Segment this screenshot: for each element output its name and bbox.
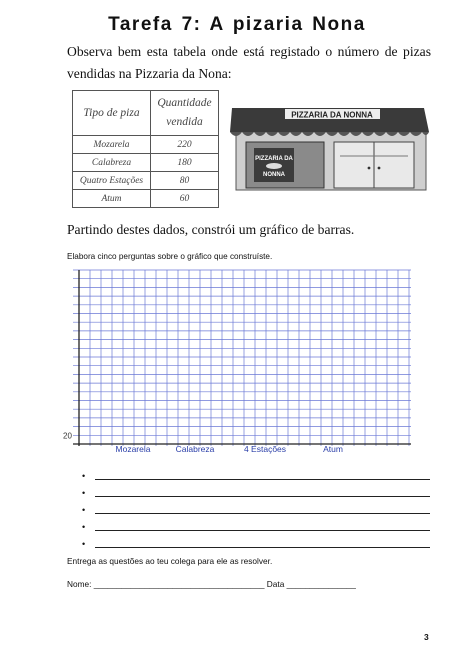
- bullet-icon: •: [82, 522, 86, 532]
- table-row: [73, 190, 219, 208]
- bullet-icon: •: [82, 539, 86, 549]
- quantity-cell: 220: [151, 136, 219, 154]
- pizza-type-cell: Atum: [73, 190, 151, 208]
- question-line[interactable]: [82, 539, 430, 551]
- x-axis-label: Atum: [323, 444, 343, 454]
- table-header-row: [73, 91, 219, 136]
- bullet-icon: •: [82, 505, 86, 515]
- x-axis-label: Mozarela: [115, 444, 151, 454]
- store-sign-text: PIZZARIA DA NONNA: [291, 110, 373, 120]
- pizza-icon: [266, 163, 282, 169]
- page-title: Tarefa 7: A pizaria Nona: [108, 14, 366, 35]
- intro-paragraph: Observa bem esta tabela onde está registado o número de pizas vendidas na Pizzaria da Nona:: [67, 44, 431, 81]
- quantity-cell: 180: [151, 154, 219, 172]
- x-axis-label: 4 Estações: [243, 444, 287, 454]
- instruction-entrega: Entrega as questões ao teu colega para ele as resolver.: [67, 556, 273, 566]
- answer-underline: [95, 479, 430, 480]
- name-date-line: Nome: _____________________________________ Data _______________: [67, 579, 356, 589]
- bar-graph-grid: [65, 266, 425, 452]
- window-text-1: PIZZARIA DA: [255, 156, 293, 162]
- page-number: 3: [424, 632, 429, 642]
- answer-underline: [95, 530, 430, 531]
- quantity-cell: 80: [151, 172, 219, 190]
- answer-underline: [95, 547, 430, 548]
- instruction-build-chart: Partindo destes dados, constrói um gráfico de barras.: [67, 222, 355, 237]
- question-line[interactable]: [82, 471, 430, 483]
- instruction-questions: Elabora cinco perguntas sobre o gráfico que construíste.: [67, 252, 273, 261]
- bullet-icon: •: [82, 471, 86, 481]
- x-axis-label: Calabreza: [175, 444, 215, 454]
- header-tipo: Tipo de piza: [73, 91, 151, 136]
- answer-underline: [95, 496, 430, 497]
- answer-underline: [95, 513, 430, 514]
- table-row: [73, 154, 219, 172]
- pizza-type-cell: Mozarela: [73, 136, 151, 154]
- table-row: [73, 172, 219, 190]
- bullet-icon: •: [82, 488, 86, 498]
- pizzeria-storefront-image: [230, 98, 429, 192]
- quantity-cell: 60: [151, 190, 219, 208]
- pizza-type-cell: Quatro Estações: [73, 172, 151, 190]
- question-line[interactable]: [82, 522, 430, 534]
- pizza-sales-table: [72, 90, 219, 208]
- y-axis-label: 20: [63, 431, 72, 441]
- pizza-type-cell: Calabreza: [73, 154, 151, 172]
- window-text-2: NONNA: [263, 172, 285, 178]
- table-row: [73, 136, 219, 154]
- header-quantidade: Quantidade vendida: [151, 91, 219, 136]
- question-line[interactable]: [82, 505, 430, 517]
- question-line[interactable]: [82, 488, 430, 500]
